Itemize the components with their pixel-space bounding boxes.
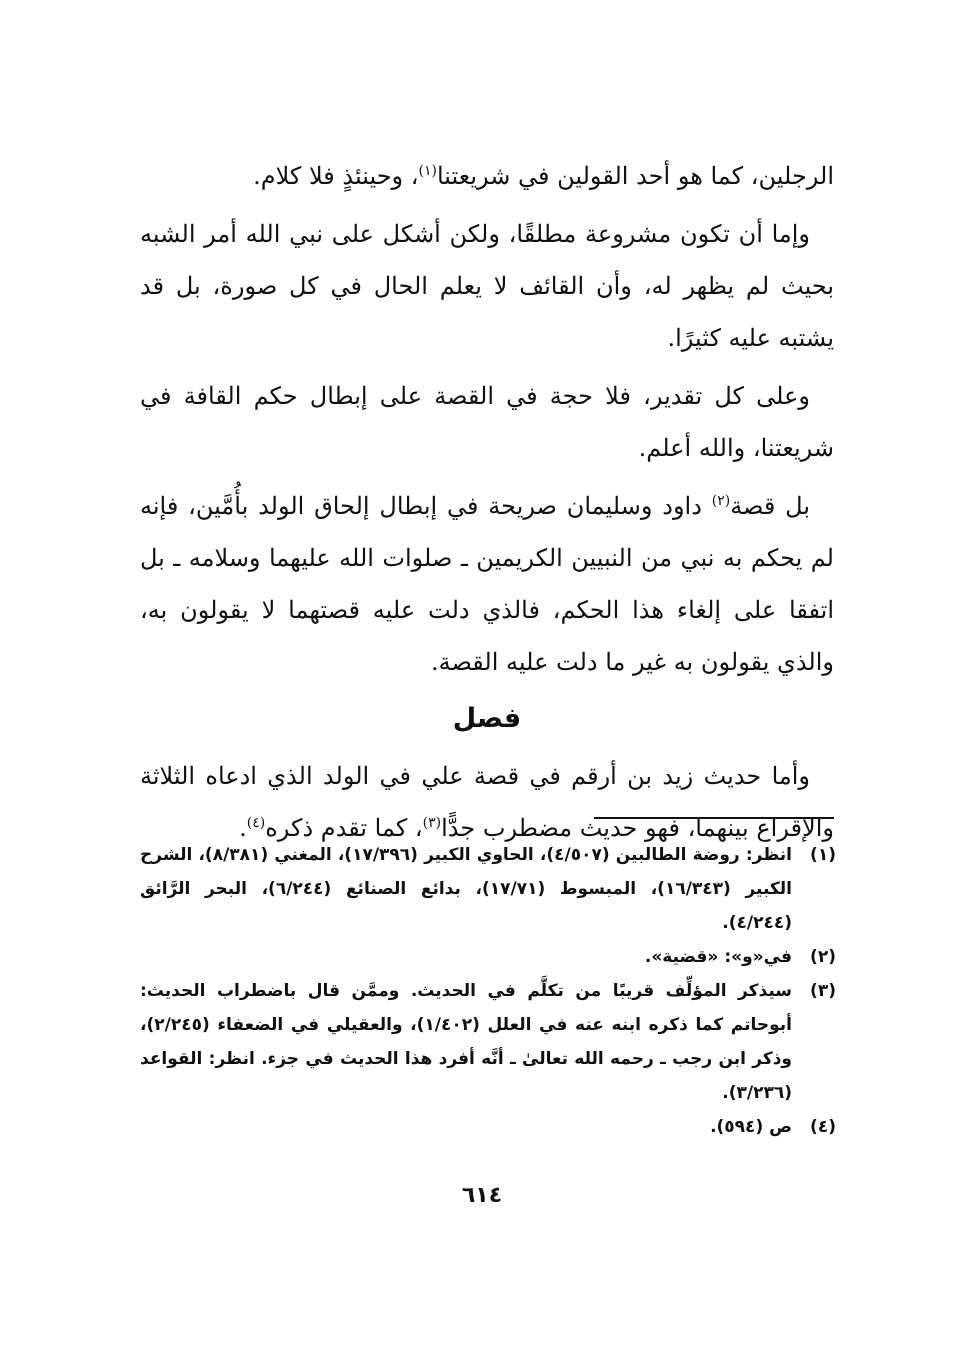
paragraph-2: وإما أن تكون مشروعة مطلقًا، ولكن أشكل على نبي الله أمر الشبه بحيث لم يظهر له، وأن القائف لا يعلم الحال في كل صورة، بل قد يشتبه عليه كثيرًا. xyxy=(140,220,835,352)
footnote-text: سيذكر المؤلِّف قريبًا من تكلَّم في الحديث. وممَّن قال باضطراب الحديث: أبوحاتم كما ذكره ابنه عنه في العلل (١/٤٠٢)، والعقيلي في الضعفاء (٢/٢٤٥)، وذكر ابن رجب ـ رحمه الله تعالىٰ ـ أنَّه أفرد هذا الحديث في جزء. انظر: القواعد (٣/٢٣٦). xyxy=(140,981,792,1103)
paragraph-1-text-a: الرجلين، كما هو أحد القولين في شريعتنا xyxy=(436,162,834,190)
paragraph-5-text-c: . xyxy=(239,814,247,842)
footnote-number: (١) xyxy=(810,845,836,865)
paragraph-1-text-b: ، وحينئذٍ فلا كلام. xyxy=(253,162,419,190)
paragraph-4-text-a: بل قصة xyxy=(730,492,811,520)
main-text xyxy=(140,150,834,860)
footnotes xyxy=(140,838,836,1144)
footnote-separator xyxy=(594,817,834,819)
footnote-ref-3: (٣) xyxy=(422,815,442,831)
paragraph-1 xyxy=(140,150,834,202)
footnote-4 xyxy=(140,1110,836,1144)
paragraph-5-text-b: ، كما تقدم ذكره xyxy=(265,814,423,842)
paragraph-3: وعلى كل تقدير، فلا حجة في القصة على إبطال حكم القافة في شريعتنا، والله أعلم. xyxy=(140,382,834,462)
section-heading: فصل xyxy=(452,703,522,734)
footnote-ref-2: (٢) xyxy=(711,493,731,509)
footnote-number: (٣) xyxy=(810,981,836,1001)
footnote-number: (٢) xyxy=(810,947,836,967)
page-number: ٦١٤ xyxy=(461,1183,503,1208)
paragraph-4 xyxy=(140,480,834,688)
paragraph-4-text-b: داود وسليمان صريحة في إبطال إلحاق الولد بأُمَّين، فإنه لم يحكم به نبي من النبيين الكريمين ـ صلوات الله عليهما وسلامه ـ بل اتفقا على إلغاء هذا الحكم، فالذي دلت عليه قصتهما لا يقولون به، والذي يقولون به غير ما دلت عليه القصة. xyxy=(140,492,834,676)
footnote-text: في«و»: «قضية». xyxy=(644,947,792,967)
paragraph-5-text-a: وأما حديث زيد بن أرقم في قصة علي في الولد الذي ادعاه الثلاثة والإقراع بينهما، فهو حديث مضطرب جدًّا xyxy=(140,762,834,842)
footnote-text: ص (٥٩٤). xyxy=(710,1117,792,1137)
footnote-1 xyxy=(140,838,836,940)
footnote-ref-4: (٤) xyxy=(246,815,266,831)
footnote-number: (٤) xyxy=(810,1117,836,1137)
footnote-text: انظر: روضة الطالبين (٤/٥٠٧)، الحاوي الكبير (١٧/٣٩٦)، المغني (٨/٣٨١)، الشرح الكبير (١٦/٣٤٣)، المبسوط (١٧/٧١)، بدائع الصنائع (٦/٢٤٤)، البحر الرَّائق (٤/٢٤٤). xyxy=(140,845,792,933)
footnote-ref-1: (١) xyxy=(418,163,437,179)
footnote-2 xyxy=(140,940,836,974)
footnote-3 xyxy=(140,974,836,1110)
